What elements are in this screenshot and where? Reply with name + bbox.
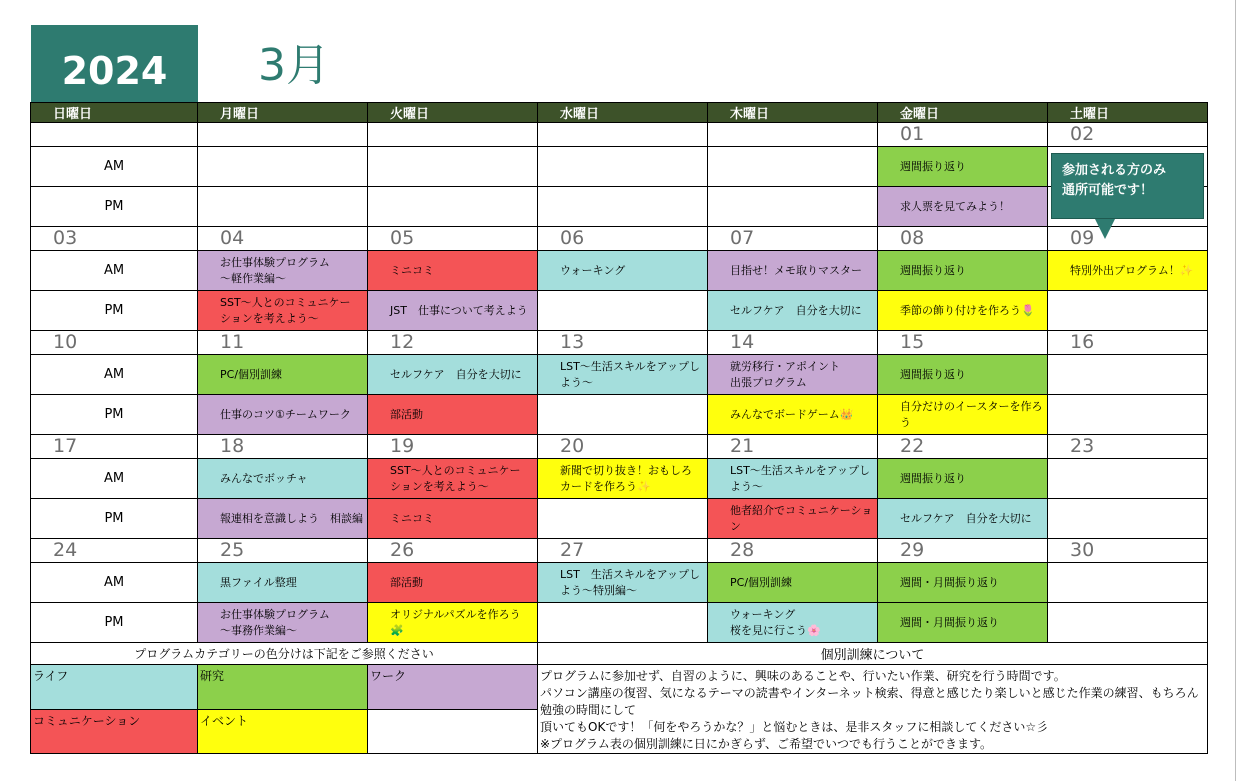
empty-cell <box>708 147 878 187</box>
date-cell: 27 <box>538 539 708 563</box>
pm-row <box>31 499 1208 539</box>
pm-row <box>31 395 1208 435</box>
date-cell: 25 <box>198 539 368 563</box>
date-cell <box>538 123 708 147</box>
program-cell: 就労移行・アポイント 出張プログラム <box>708 355 878 395</box>
program-cell: 自分だけのイースターを作ろ う <box>878 395 1048 435</box>
legend-event: イベント <box>198 709 368 754</box>
am-row <box>31 147 1208 187</box>
page-edge <box>1235 0 1236 781</box>
description-line: ※プログラム表の個別訓練に日にかぎらず、ご希望でいつでも行うことができます。 <box>540 737 993 751</box>
program-cell: みんなでボッチャ <box>198 459 368 499</box>
callout-pointer <box>1095 219 1115 239</box>
program-cell: 仕事のコツ①チームワーク <box>198 395 368 435</box>
date-cell <box>708 123 878 147</box>
date-cell: 22 <box>878 435 1048 459</box>
date-cell: 30 <box>1048 539 1208 563</box>
empty-cell <box>1048 291 1208 331</box>
date-cell: 11 <box>198 331 368 355</box>
date-cell: 09 <box>1048 227 1208 251</box>
program-cell: PC/個別訓練 <box>708 563 878 603</box>
program-cell: 目指せ！メモ取りマスター <box>708 251 878 291</box>
date-cell: 05 <box>368 227 538 251</box>
am-label: AM <box>31 147 198 187</box>
program-cell: 報連相を意識しよう 相談編 <box>198 499 368 539</box>
empty-cell <box>1048 499 1208 539</box>
description-line: 頂いてもOKです！「何をやろうかな？」と悩むときは、是非スタッフに相談してください☆彡 <box>540 720 1049 734</box>
program-cell: LST～生活スキルをアップし よう～ <box>538 355 708 395</box>
pm-label: PM <box>31 499 198 539</box>
description-line: プログラムに参加せず、自習のように、興味のあることや、行いたい作業、研究を行う時間です。 <box>540 669 1066 683</box>
date-row <box>31 123 1208 147</box>
program-cell: ウォーキング 桜を見に行こう🌸 <box>708 603 878 643</box>
date-cell <box>198 123 368 147</box>
individual-title: 個別訓練について <box>538 643 1208 665</box>
pm-label: PM <box>31 187 198 227</box>
date-cell: 18 <box>198 435 368 459</box>
legend-header-row <box>31 643 1208 665</box>
empty-cell <box>1048 563 1208 603</box>
am-row <box>31 251 1208 291</box>
program-cell: SST～人とのコミュニケー ションを考えよう～ <box>368 459 538 499</box>
date-cell: 29 <box>878 539 1048 563</box>
weekday-header: 火曜日 <box>368 103 538 123</box>
year-badge <box>31 25 198 102</box>
empty-cell <box>1048 459 1208 499</box>
pm-row <box>31 291 1208 331</box>
empty-cell <box>1048 603 1208 643</box>
pm-label: PM <box>31 603 198 643</box>
legend-life: ライフ <box>31 665 198 710</box>
program-cell: 他者紹介でコミュニケーショ ン <box>708 499 878 539</box>
program-cell: 部活動 <box>368 563 538 603</box>
empty-cell <box>708 187 878 227</box>
am-row <box>31 563 1208 603</box>
program-cell: LST～生活スキルをアップし よう～ <box>708 459 878 499</box>
program-cell: 週間振り返り <box>878 147 1048 187</box>
empty-cell <box>198 147 368 187</box>
legend-row <box>31 665 1208 710</box>
month-title: 3月 <box>258 40 330 91</box>
program-cell: JST 仕事について考えよう <box>368 291 538 331</box>
empty-cell <box>1048 355 1208 395</box>
date-row <box>31 539 1208 563</box>
empty-cell <box>538 147 708 187</box>
special-outing-callout <box>1051 153 1204 219</box>
date-cell: 16 <box>1048 331 1208 355</box>
program-cell: SST～人とのコミュニケー ションを考えよう～ <box>198 291 368 331</box>
program-cell: セルフケア 自分を大切に <box>708 291 878 331</box>
empty-cell <box>538 395 708 435</box>
am-label: AM <box>31 459 198 499</box>
empty-cell <box>368 147 538 187</box>
program-cell: お仕事体験プログラム ～事務作業編～ <box>198 603 368 643</box>
am-label: AM <box>31 355 198 395</box>
date-cell: 19 <box>368 435 538 459</box>
date-row <box>31 227 1208 251</box>
weekday-header: 日曜日 <box>31 103 198 123</box>
weekday-header: 金曜日 <box>878 103 1048 123</box>
date-cell: 28 <box>708 539 878 563</box>
pm-row <box>31 603 1208 643</box>
empty-cell <box>538 187 708 227</box>
weekday-header: 土曜日 <box>1048 103 1208 123</box>
date-cell: 13 <box>538 331 708 355</box>
am-label: AM <box>31 563 198 603</box>
date-cell <box>368 123 538 147</box>
date-cell: 03 <box>31 227 198 251</box>
callout-text: 参加される方のみ 通所可能です！ <box>1062 163 1167 198</box>
individual-description <box>538 665 1208 754</box>
program-cell: 週間振り返り <box>878 355 1048 395</box>
date-cell: 24 <box>31 539 198 563</box>
description-line: パソコン講座の復習、気になるテーマの読書やインターネット検索、得意と感じたり楽しいと感じた作業の練習、もちろん勉強の時間にして <box>540 686 1199 717</box>
date-cell: 10 <box>31 331 198 355</box>
date-cell: 17 <box>31 435 198 459</box>
date-cell: 06 <box>538 227 708 251</box>
date-row <box>31 435 1208 459</box>
weekday-header: 木曜日 <box>708 103 878 123</box>
date-cell: 01 <box>878 123 1048 147</box>
program-cell: オリジナルパズルを作ろう 🧩 <box>368 603 538 643</box>
empty-cell <box>368 187 538 227</box>
program-cell: 黒ファイル整理 <box>198 563 368 603</box>
date-cell: 23 <box>1048 435 1208 459</box>
date-cell: 21 <box>708 435 878 459</box>
calendar-table <box>30 102 1208 754</box>
date-cell: 20 <box>538 435 708 459</box>
weekday-header: 月曜日 <box>198 103 368 123</box>
program-cell: 新聞で切り抜き！おもしろ カードを作ろう✨ <box>538 459 708 499</box>
program-cell: 求人票を見てみよう！ <box>878 187 1048 227</box>
program-cell: 週間振り返り <box>878 459 1048 499</box>
legend-study: 研究 <box>198 665 368 710</box>
date-cell: 15 <box>878 331 1048 355</box>
program-cell: みんなでボードゲーム👑 <box>708 395 878 435</box>
empty-cell <box>198 187 368 227</box>
am-row <box>31 459 1208 499</box>
program-cell: 週間・月間振り返り <box>878 563 1048 603</box>
legend-communication: コミュニケーション <box>31 709 198 754</box>
empty-cell <box>538 603 708 643</box>
date-cell: 08 <box>878 227 1048 251</box>
year-text: 2024 <box>61 48 168 93</box>
program-cell: 部活動 <box>368 395 538 435</box>
date-row <box>31 331 1208 355</box>
program-cell: PC/個別訓練 <box>198 355 368 395</box>
legend-work: ワーク <box>368 665 538 710</box>
am-row <box>31 355 1208 395</box>
date-cell: 26 <box>368 539 538 563</box>
program-cell: 週間・月間振り返り <box>878 603 1048 643</box>
date-cell <box>31 123 198 147</box>
program-cell: セルフケア 自分を大切に <box>878 499 1048 539</box>
weekday-header-row <box>31 103 1208 123</box>
weekday-header: 水曜日 <box>538 103 708 123</box>
legend-empty <box>368 709 538 754</box>
date-cell: 04 <box>198 227 368 251</box>
empty-cell <box>538 499 708 539</box>
program-cell: 特別外出プログラム！✨ <box>1048 251 1208 291</box>
pm-label: PM <box>31 291 198 331</box>
program-cell: お仕事体験プログラム ～軽作業編～ <box>198 251 368 291</box>
date-cell: 14 <box>708 331 878 355</box>
date-cell: 12 <box>368 331 538 355</box>
program-cell: LST 生活スキルをアップし よう～特別編～ <box>538 563 708 603</box>
program-cell: ミニコミ <box>368 251 538 291</box>
program-cell: セルフケア 自分を大切に <box>368 355 538 395</box>
program-cell: ウォーキング <box>538 251 708 291</box>
empty-cell <box>1048 395 1208 435</box>
date-cell: 07 <box>708 227 878 251</box>
pm-label: PM <box>31 395 198 435</box>
program-cell: ミニコミ <box>368 499 538 539</box>
pm-row <box>31 187 1208 227</box>
program-cell: 週間振り返り <box>878 251 1048 291</box>
program-cell: 季節の飾り付けを作ろう🌷 <box>878 291 1048 331</box>
date-cell: 02 <box>1048 123 1208 147</box>
am-label: AM <box>31 251 198 291</box>
legend-title: プログラムカテゴリーの色分けは下記をご参照ください <box>31 643 538 665</box>
empty-cell <box>538 291 708 331</box>
